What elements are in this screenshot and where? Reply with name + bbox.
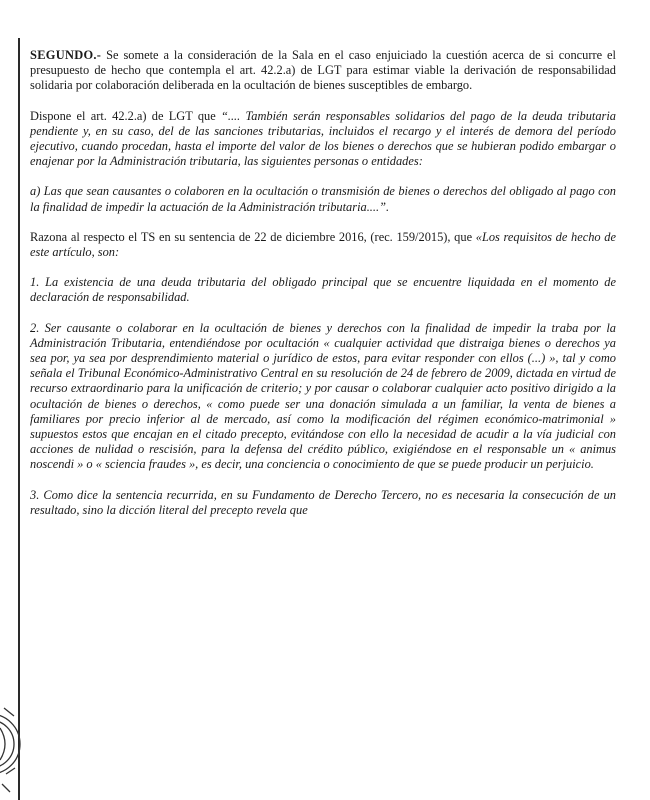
paragraph-requisito-3: 3. Como dice la sentencia recurrida, en su Fundamento de Derecho Tercero, no es necesaria la consecución de un resultado, sino la dicción literal del precepto revela que (30, 487, 616, 517)
section-heading: SEGUNDO.- (30, 48, 102, 62)
paragraph-segundo: SEGUNDO.- Se somete a la consideración de la Sala en el caso enjuiciado la cuestión acerca de si concurre el presupuesto de hecho que contempla el art. 42.2.a) de LGT para estimar viable la derivación de responsabilidad solidaria por colaboración deliberada en la ocultación de bienes susceptibles de embargo. (30, 48, 616, 93)
margin-rule (18, 38, 20, 800)
paragraph-art-42: Dispone el art. 42.2.a) de LGT que “.... También serán responsables solidarios del pago de la deuda tributaria pendiente y, en su caso, del de las sanciones tributarias, incluidos el recargo y el interés de demora del período ejecutivo, cuando procedan, hasta el importe del valor de los bienes o derechos que se hubieran podido embargar o enajenar por la Administración tributaria, las siguientes personas o entidades: (30, 108, 616, 169)
paragraph-item-a: a) Las que sean causantes o colaboren en la ocultación o transmisión de bienes o derechos del obligado al pago con la finalidad de impedir la actuación de la Administración tributaria....”. (30, 184, 616, 214)
paragraph-requisito-2: 2. Ser causante o colaborar en la ocultación de bienes y derechos con la finalidad de impedir la traba por la Administración Tributaria, entendiéndose por ocultación « cualquier actividad que distraiga bienes o derechos ya sea por, ya sea por desprendimiento material o jurídico de estos, para evitar responder con ellos (...) », tal y como señala el Tribunal Económico-Administrativo Central en su resolución de 24 de febrero de 2009, dictada en virtud de recurso extraordinario para la unificación de criterio; y por causar o colaborar cualquier acto positivo dirigido a la ocultación de bienes o derechos, « como puede ser una donación simulada a un familiar, la venta de bienes a familiares por precio inferior al de mercado, así como la modificación del régimen económico-matrimonial » supuestos estos que encajan en el citado precepto, evitándose con ello la necesidad de acudir a la vía judicial con acciones de nulidad o rescisión, para la defensa del crédito público, exigiéndose en el responsable un « animus noscendi » o « sciencia fraudes », es decir, una conciencia o conocimiento de que se puede producir un perjuicio. (30, 320, 616, 472)
paragraph-requisito-1: 1. La existencia de una deuda tributaria del obligado principal que se encuentre liquidada en el momento de declaración de responsabilidad. (30, 275, 616, 305)
paragraph-ts-sentencia: Razona al respecto el TS en su sentencia de 22 de diciembre 2016, (rec. 159/2015), que «Los requisitos de hecho de este artículo, son: (30, 229, 616, 260)
court-seal-fragment (0, 688, 22, 800)
document-body (30, 48, 616, 533)
